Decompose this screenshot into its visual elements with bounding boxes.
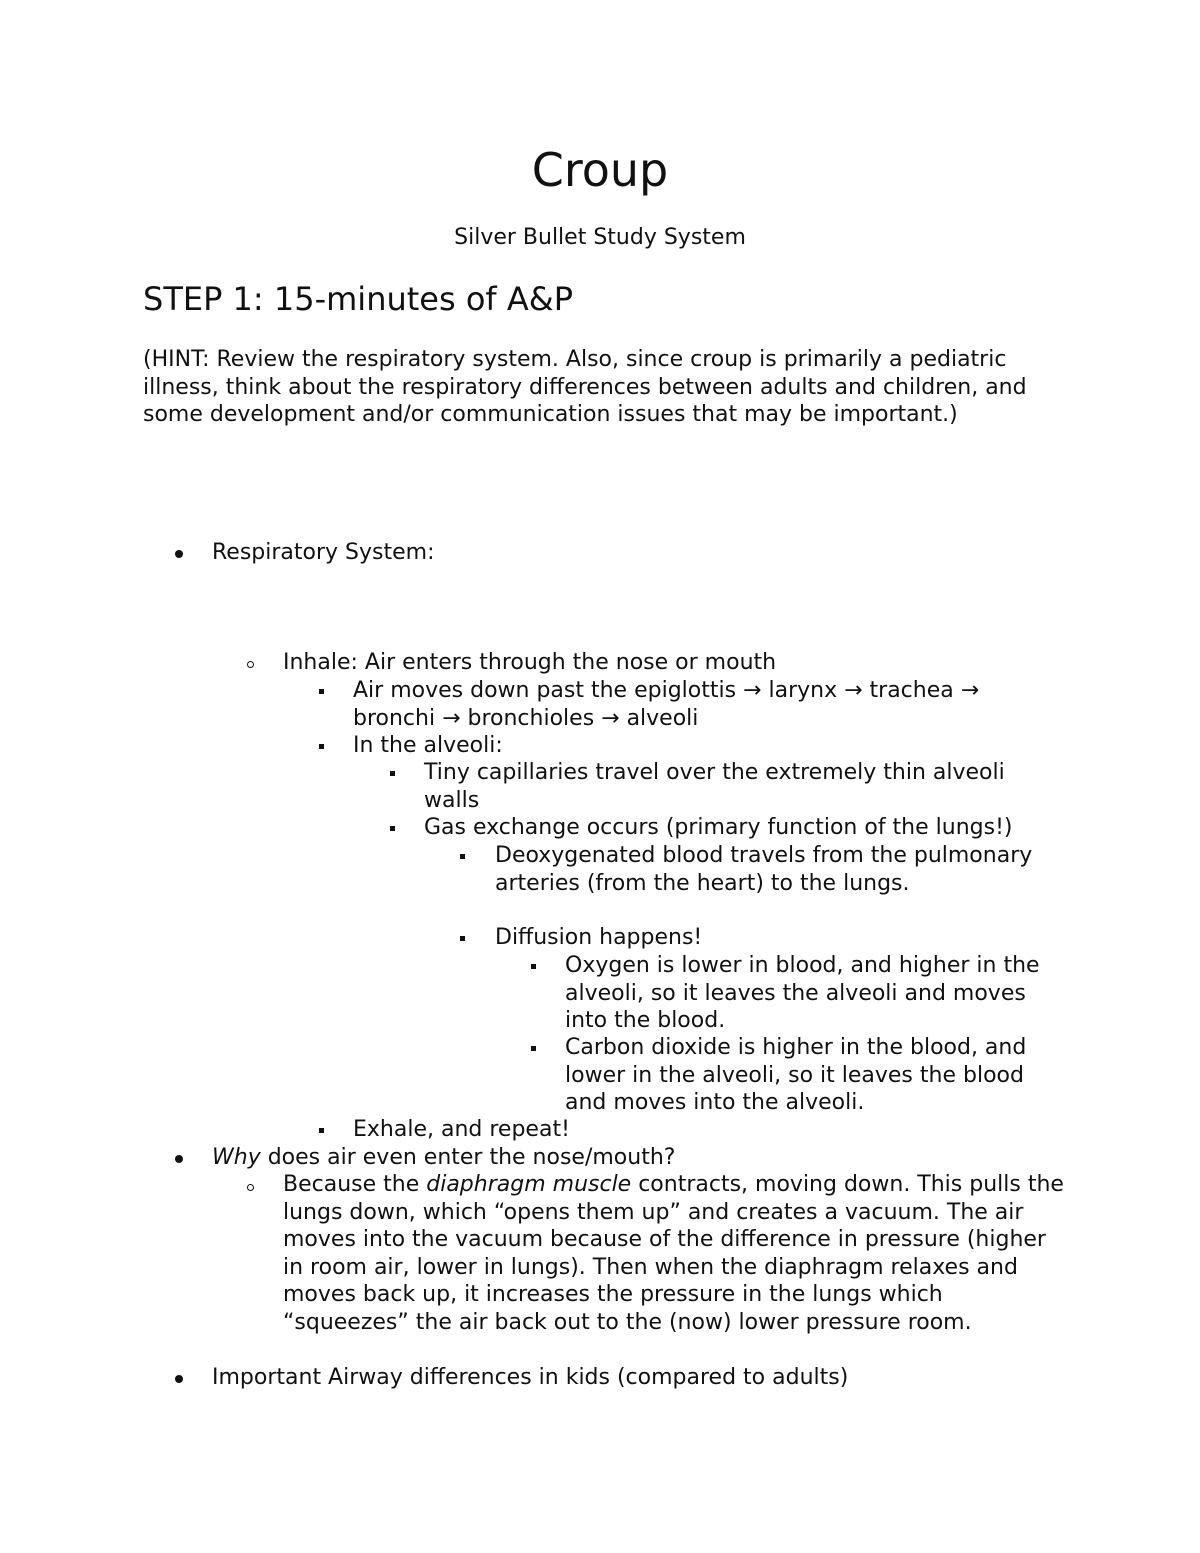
bullet-square-icon	[390, 826, 395, 831]
list-item-deoxygenated: Deoxygenated blood travels from the pulmonary arteries (from the heart) to the lungs.	[495, 843, 1033, 896]
bullet-circle-icon	[247, 661, 254, 668]
list-item-exhale: Exhale, and repeat!	[353, 1117, 570, 1142]
bullet-square-icon	[531, 964, 536, 969]
list-item-diffusion: Diffusion happens!	[495, 925, 703, 950]
list-item-in-alveoli: In the alveoli:	[353, 733, 503, 758]
bullet-square-icon	[319, 689, 324, 694]
hint-paragraph: (HINT: Review the respiratory system. Also, since croup is primarily a pediatric illness, think about the respiratory differences between adults and children, and some development and/or communication issues that may be important.)	[143, 347, 1027, 427]
bullet-dot-icon	[175, 550, 183, 558]
because-emphasis: diaphragm muscle	[426, 1172, 632, 1197]
list-item-air-moves: Air moves down past the epiglottis → larynx → trachea → bronchi → bronchioles → alveoli	[353, 678, 980, 731]
list-item-carbon-dioxide: Carbon dioxide is higher in the blood, and lower in the alveoli, so it leaves the blood and moves into the alveoli.	[565, 1035, 1027, 1115]
because-text-rest: contracts, moving down. This pulls the lungs down, which “opens them up” and creates a vacuum. The air moves into the vacuum because of the difference in pressure (higher in room air, lower in lungs). Then when the diaphragm relaxes and moves back up, it increases the pressure in the lungs which “squeezes” the air back out to the (now) lower pressure room.	[283, 1172, 1064, 1335]
bullet-square-icon	[460, 936, 465, 941]
list-item-respiratory-system: Respiratory System:	[212, 540, 435, 565]
bullet-square-icon	[319, 744, 324, 749]
list-item-important-airway: Important Airway differences in kids (compared to adults)	[212, 1365, 849, 1390]
bullet-square-icon	[460, 854, 465, 859]
list-item-why	[212, 1144, 1092, 1172]
bullet-dot-icon	[175, 1375, 183, 1383]
step-heading: STEP 1: 15-minutes of A&P	[143, 280, 573, 318]
bullet-square-icon	[319, 1128, 324, 1133]
list-item-oxygen: Oxygen is lower in blood, and higher in the alveoli, so it leaves the alveoli and moves into the blood.	[565, 953, 1040, 1033]
document-subtitle: Silver Bullet Study System	[454, 225, 746, 250]
bullet-square-icon	[390, 771, 395, 776]
list-item-capillaries: Tiny capillaries travel over the extremely thin alveoli walls	[424, 760, 1005, 813]
bullet-circle-icon	[247, 1184, 254, 1191]
list-item-inhale: Inhale: Air enters through the nose or mouth	[283, 650, 777, 675]
why-emphasis: Why	[212, 1145, 261, 1170]
list-item-because	[283, 1171, 1068, 1336]
because-text-start: Because the	[283, 1172, 427, 1197]
list-item-gas-exchange: Gas exchange occurs (primary function of the lungs!)	[424, 815, 1013, 840]
bullet-dot-icon	[175, 1155, 183, 1163]
bullet-square-icon	[531, 1046, 536, 1051]
document-title: Croup	[531, 143, 669, 197]
why-text: does air even enter the nose/mouth?	[260, 1145, 676, 1170]
